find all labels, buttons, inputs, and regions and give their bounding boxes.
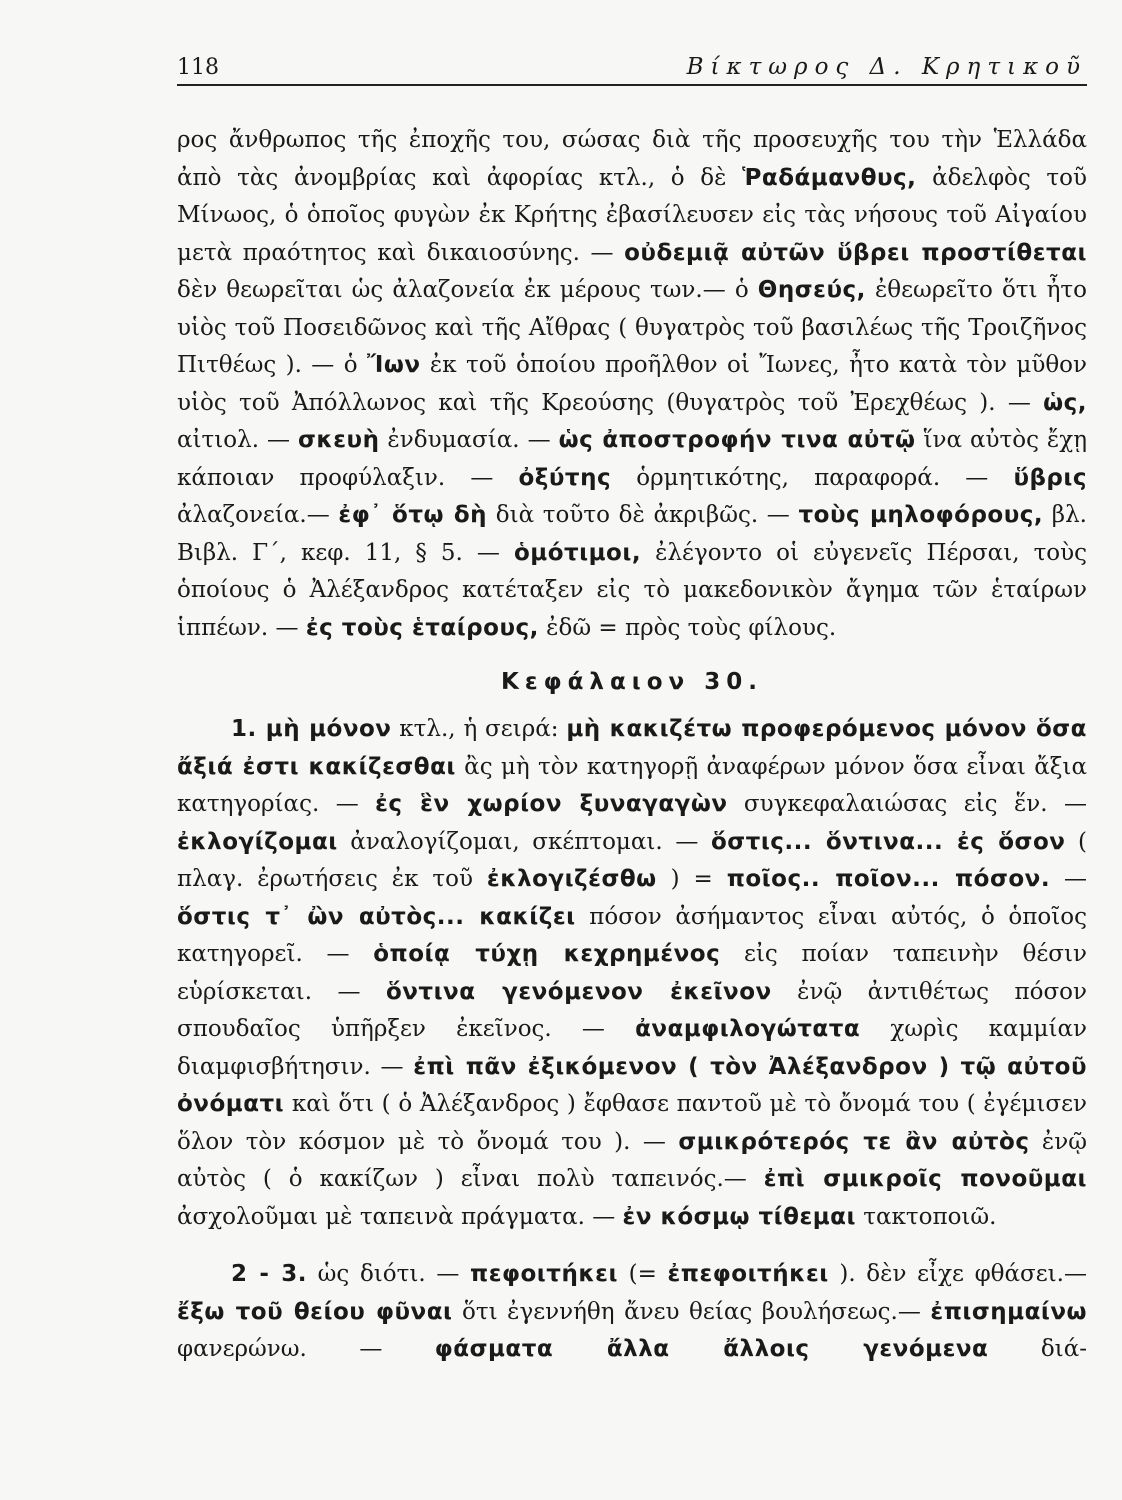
greek-term: σμικρότερός τε ἂν αὐτὸς — [678, 1128, 1030, 1155]
greek-term: ἐκλογίζομαι — [177, 828, 338, 855]
greek-term: ὅστις τ᾽ ὢν αὐτὸς... κακίζει — [177, 903, 576, 930]
greek-term: ὅντινα γενόμενον ἐκεῖνον — [385, 978, 772, 1005]
greek-term: ποῖος.. ποῖον... πόσον. — [726, 866, 1051, 892]
gloss-text: ἀλαζονεία.— — [177, 502, 339, 528]
commentary-paragraph — [177, 122, 1087, 647]
page-body — [177, 122, 1087, 1369]
greek-term: ὕβρις — [1013, 464, 1087, 491]
greek-term: ὁμότιμοι, — [513, 539, 642, 566]
commentary-paragraph — [177, 1256, 1087, 1369]
greek-term: ἀναμφιλογώτατα — [635, 1016, 861, 1042]
greek-term: Ἴων — [366, 352, 421, 378]
gloss-text: ὅτι ἐγεννήθη ἄνευ θείας βουλήσεως.— — [452, 1298, 931, 1325]
gloss-text: ἐλέγοντο οἱ εὐγενεῖς Πέρσαι, τοὺς ὁποίους ὁ Ἀλέξανδρος κατέταξεν εἰς τὸ μακεδονικὸν ἄγημα τῶν ἑταίρων ἱππέων. — — [177, 539, 1088, 641]
greek-term: οὐδεμιᾷ αὐτῶν ὕβρει προστίθεται — [624, 239, 1087, 266]
gloss-text: αἰτιολ. — — [177, 427, 298, 453]
gloss-text: καὶ ὅτι ( ὁ Ἀλέξανδρος ) ἔφθασε παντοῦ μὲ τὸ ὄνομά του ( ἐγέμισεν ὅλον τὸν κόσμον μὲ τὸ ὄνομά του ). — — [177, 1091, 1087, 1155]
greek-term: φάσματα ἄλλα ἄλλοις γενόμενα — [434, 1336, 989, 1362]
gloss-text: ἀναλογίζομαι, σκέπτομαι. — — [337, 828, 711, 855]
greek-term: Θησεύς, — [757, 277, 866, 303]
gloss-text: (= — [617, 1261, 668, 1287]
gloss-text: φανερώνω. — — [177, 1336, 435, 1362]
gloss-text: ἀδελφὸς τοῦ Μίνωος, ὁ ὁποῖος φυγὼν ἐκ Κρήτης ἐβασίλευσεν εἰς τὰς νήσους τοῦ Αἰγαίου μετὰ πραότητος καὶ δικαιοσύνης. — — [177, 164, 1087, 266]
greek-term: ἐπὶ πᾶν ἐξικόμενον ( τὸν Ἀλέξανδρον ) τῷ αὐτοῦ ὀνόματι — [177, 1053, 1087, 1117]
gloss-text: βλ. Βιβλ. Γ΄, κεφ. 11, § 5. — — [177, 502, 1087, 566]
greek-term: ὡς, — [1043, 389, 1087, 416]
running-head: Βίκτωρος Δ. Κρητικοῦ — [686, 54, 1087, 80]
gloss-text: ὁρμητικότης, παραφορά. — — [611, 464, 1014, 491]
greek-term: ἐν κόσμῳ τίθεμαι — [622, 1203, 856, 1230]
greek-term: ἐπεφοιτήκει — [667, 1261, 829, 1287]
greek-term: ἐς τοὺς ἑταίρους, — [305, 614, 539, 641]
gloss-text: ἂς μὴ τὸν κατηγορῇ ἀναφέρων μόνον ὅσα εἶναι ἄξια κατηγορίας. — — [177, 753, 1087, 817]
gloss-text: συγκεφαλαιώσας εἰς ἕν. — — [727, 791, 1088, 817]
gloss-text: ὡς διότι. — — [307, 1261, 471, 1287]
greek-term: ὅστις... ὅντινα... ἐς ὅσον — [710, 828, 1066, 855]
gloss-text: χωρὶς καμμίαν διαμφισβήτησιν. — — [177, 1016, 1088, 1080]
gloss-text: — — [1050, 866, 1088, 892]
gloss-text: ἐνῷ ἀντιθέτως πόσον σπουδαῖος ὑπῆρξεν ἐκεῖνος. — — [177, 978, 1087, 1042]
chapter-heading: Κεφάλαιον 30. — [501, 669, 763, 695]
gloss-text: διὰ τοῦτο δὲ ἀκριβῶς. — — [487, 502, 799, 528]
greek-term: πεφοιτήκει — [470, 1261, 618, 1287]
gloss-text: εἰς ποίαν ταπεινὴν θέσιν εὑρίσκεται. — — [177, 941, 1087, 1005]
gloss-text: διά- — [988, 1336, 1087, 1362]
greek-term: ὡς ἀποστροφήν τινα αὐτῷ — [558, 427, 916, 453]
gloss-text: κτλ., ἡ σειρά: — [391, 716, 567, 742]
greek-term: ἐς ἓν χωρίον ξυναγαγὼν — [375, 791, 728, 817]
greek-term: ἐκλογιζέσθω — [486, 866, 657, 892]
gloss-text: πόσον ἀσήμαντος εἶναι αὐτός, ὁ ὁποῖος κατηγορεῖ. — — [177, 903, 1087, 967]
gloss-text: ἵνα αὐτὸς ἔχῃ κάποιαν προφύλαξιν. — — [177, 427, 1087, 491]
gloss-text: ἐκ τοῦ ὁποίου προῆλθον οἱ Ἴωνες, ἦτο κατὰ τὸν μῦθον υἱὸς τοῦ Ἀπόλλωνος καὶ τῆς Κρεούσης (θυγατρὸς τοῦ Ἐρεχθέως ). — — [177, 352, 1088, 416]
greek-term: ὀξύτης — [518, 464, 612, 491]
greek-term: ὁποίᾳ τύχῃ κεχρημένος — [373, 941, 721, 967]
greek-term: ἐφ᾽ ὅτῳ δὴ — [338, 502, 488, 528]
greek-term: ἐπισημαίνω — [930, 1298, 1087, 1325]
gloss-text: τακτοποιῶ. — [855, 1203, 997, 1230]
gloss-text: ἐδῶ = πρὸς τοὺς φίλους. — [538, 614, 837, 641]
paragraph-gap — [177, 1236, 1087, 1256]
page-header — [177, 46, 1087, 86]
gloss-text: ). δὲν εἶχε φθάσει.— — [828, 1261, 1087, 1287]
commentary-paragraph — [177, 711, 1087, 1236]
gloss-text: δὲν θεωρεῖται ὡς ἀλαζονεία ἐκ μέρους των.— ὁ — [177, 277, 758, 303]
gloss-text: ( πλαγ. ἐρωτήσεις ἐκ τοῦ — [177, 828, 1087, 892]
gloss-text: ἐνδυμασία. — — [379, 427, 559, 453]
greek-term: Ῥαδάμανθυς, — [742, 164, 917, 191]
greek-term: μὴ κακιζέτω προφερόμενος μόνον ὅσα ἄξιά ἐστι κακίζεσθαι — [177, 716, 1087, 780]
gloss-text: ἐθεωρεῖτο ὅτι ἦτο υἱὸς τοῦ Ποσειδῶνος καὶ τῆς Αἴθρας ( θυγατρὸς τοῦ βασιλέως τῆς Τροιζῆνος Πιτθέως ). — ὁ — [177, 277, 1088, 378]
greek-term: 1. μὴ μόνον — [231, 716, 392, 742]
gloss-text: ρος ἄνθρωπος τῆς ἐποχῆς του, σώσας διὰ τῆς προσευχῆς του τὴν Ἑλλάδα ἀπὸ τὰς ἀνομβρίας καὶ ἀφορίας κτλ., ὁ δὲ — [177, 127, 1087, 191]
greek-term: ἔξω τοῦ θείου φῦναι — [177, 1298, 453, 1325]
gloss-text: ἀσχολοῦμαι μὲ ταπεινὰ πράγματα. — — [177, 1203, 623, 1230]
gloss-text: ἐνῷ αὐτὸς ( ὁ κακίζων ) εἶναι πολὺ ταπεινός.— — [177, 1128, 1088, 1192]
greek-term: σκευὴ — [297, 427, 380, 453]
gloss-text: ) = — [656, 866, 727, 892]
greek-term: 2 - 3. — [231, 1261, 307, 1287]
greek-term: ἐπὶ σμικροῖς πονοῦμαι — [763, 1166, 1087, 1192]
page-number: 118 — [177, 55, 219, 80]
greek-term: τοὺς μηλοφόρους, — [798, 502, 1044, 528]
